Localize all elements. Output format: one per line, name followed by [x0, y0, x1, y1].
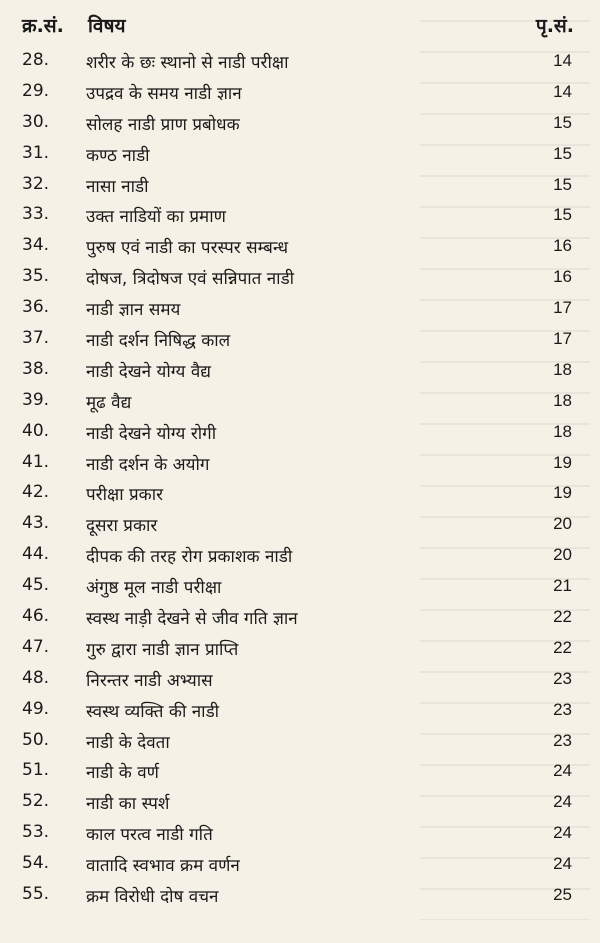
serial-number: 45.	[22, 575, 50, 596]
subject: क्रम विरोधी दोष वचन	[86, 887, 219, 908]
index-row	[0, 140, 600, 171]
page-number: 21	[553, 576, 572, 596]
page-number: 17	[553, 329, 572, 349]
subject: नाडी दर्शन निषिद्ध काल	[86, 331, 231, 352]
subject: मूढ वैद्य	[86, 392, 132, 413]
serial-number: 39.	[22, 389, 50, 410]
subject: गुरु द्वारा नाडी ज्ञान प्राप्ति	[86, 639, 239, 660]
subject: दूसरा प्रकार	[86, 516, 158, 537]
subject: सोलह नाडी प्राण प्रबोधक	[86, 114, 240, 135]
subject: अंगुष्ठ मूल नाडी परीक्षा	[86, 578, 222, 599]
index-row	[0, 634, 600, 665]
index-row	[0, 603, 600, 634]
serial-number: 28.	[22, 50, 50, 70]
serial-number: 31.	[22, 142, 50, 163]
index-row	[0, 665, 600, 696]
serial-number: 38.	[22, 358, 50, 379]
subject: वातादि स्वभाव क्रम वर्णन	[86, 856, 240, 877]
index-list	[0, 47, 600, 912]
page-number: 15	[553, 112, 572, 132]
page-number: 23	[553, 730, 572, 750]
serial-number: 43.	[22, 513, 50, 534]
index-row	[0, 387, 600, 418]
index-row	[0, 696, 600, 727]
subject: नाडी के देवता	[86, 732, 170, 753]
subject: नाडी ज्ञान समय	[86, 300, 181, 321]
index-row	[0, 479, 600, 510]
serial-number: 36.	[22, 297, 50, 318]
subject: पुरुष एवं नाडी का परस्पर सम्बन्ध	[86, 238, 289, 259]
subject: नाडी देखने योग्य रोगी	[86, 423, 217, 444]
page-number: 23	[553, 668, 572, 688]
page-number: 24	[553, 761, 572, 781]
index-row	[0, 294, 600, 325]
index-row	[0, 232, 600, 263]
subject: कण्ठ नाडी	[86, 145, 150, 166]
serial-number: 30.	[22, 111, 50, 132]
index-row	[0, 171, 600, 202]
serial-number: 46.	[22, 606, 50, 627]
index-row	[0, 541, 600, 572]
page-number: 15	[553, 143, 572, 163]
serial-number: 49.	[22, 698, 50, 719]
serial-number: 37.	[22, 328, 50, 349]
subject: स्वस्थ नाड़ी देखने से जीव गति ज्ञान	[86, 609, 298, 630]
index-row	[0, 727, 600, 758]
page-number: 24	[553, 823, 572, 843]
subject: दोषज, त्रिदोषज एवं सन्निपात नाडी	[86, 269, 295, 290]
page-number: 16	[553, 236, 572, 256]
page-number: 16	[553, 267, 572, 287]
page-number: 24	[553, 792, 572, 812]
serial-number: 29.	[22, 80, 50, 101]
page-number: 25	[553, 885, 572, 905]
serial-number: 48.	[22, 667, 50, 688]
subject-heading: विषय	[88, 15, 126, 37]
page-number: 15	[553, 205, 572, 225]
index-row	[0, 572, 600, 603]
subject: स्वस्थ व्यक्ति की नाडी	[86, 701, 220, 722]
serial-number: 51.	[22, 760, 50, 781]
index-row	[0, 881, 600, 912]
subject: काल परत्व नाडी गति	[86, 825, 213, 846]
serial-number: 35.	[22, 266, 50, 287]
subject: नाडी दर्शन के अयोग	[86, 454, 210, 475]
page-number: 17	[553, 298, 572, 318]
subject: नाडी के वर्ण	[86, 763, 159, 784]
serial-number: 32.	[22, 173, 50, 194]
index-header	[0, 12, 600, 40]
page-number: 22	[553, 607, 572, 627]
index-row	[0, 263, 600, 294]
index-row	[0, 325, 600, 356]
index-row	[0, 819, 600, 850]
page-number: 14	[553, 51, 572, 70]
index-row	[0, 510, 600, 541]
page-number-heading: पृ.सं.	[535, 15, 574, 37]
serial-number: 50.	[22, 729, 50, 750]
serial-number: 47.	[22, 636, 50, 657]
page-number: 18	[553, 359, 572, 379]
index-row	[0, 418, 600, 449]
subject: उक्त नाडियों का प्रमाण	[86, 207, 226, 228]
index-row	[0, 201, 600, 232]
index-row	[0, 757, 600, 788]
subject: शरीर के छः स्थानो से नाडी परीक्षा	[86, 53, 289, 73]
page-number: 20	[553, 545, 572, 565]
subject: नाडी का स्पर्श	[86, 794, 170, 815]
page-number: 20	[553, 514, 572, 534]
index-row	[0, 47, 600, 78]
page-number: 18	[553, 421, 572, 441]
subject: नाडी देखने योग्य वैद्य	[86, 361, 211, 382]
index-row	[0, 78, 600, 109]
serial-number: 40.	[22, 420, 50, 441]
page-number: 15	[553, 174, 572, 194]
index-row	[0, 449, 600, 480]
serial-number: 55.	[22, 884, 50, 905]
serial-number: 52.	[22, 791, 50, 812]
serial-number: 34.	[22, 235, 50, 256]
page-number: 18	[553, 390, 572, 410]
subject: उपद्रव के समय नाडी ज्ञान	[86, 83, 242, 104]
page-number: 23	[553, 699, 572, 719]
serial-number: 41.	[22, 451, 50, 472]
subject: परीक्षा प्रकार	[86, 485, 164, 506]
index-row	[0, 788, 600, 819]
serial-number-heading: क्र.सं.	[22, 15, 64, 37]
page-number: 24	[553, 854, 572, 874]
serial-number: 54.	[22, 853, 50, 874]
subject: दीपक की तरह रोग प्रकाशक नाडी	[86, 547, 293, 568]
page-number: 19	[553, 452, 572, 472]
page-number: 14	[553, 81, 572, 101]
index-row	[0, 109, 600, 140]
subject: नासा नाडी	[86, 176, 149, 197]
serial-number: 42.	[22, 482, 50, 503]
serial-number: 53.	[22, 822, 50, 843]
serial-number: 33.	[22, 204, 50, 225]
serial-number: 44.	[22, 544, 50, 565]
page-number: 22	[553, 637, 572, 657]
index-row	[0, 356, 600, 387]
index-row	[0, 850, 600, 881]
page-number: 19	[553, 483, 572, 503]
subject: निरन्तर नाडी अभ्यास	[86, 670, 213, 691]
